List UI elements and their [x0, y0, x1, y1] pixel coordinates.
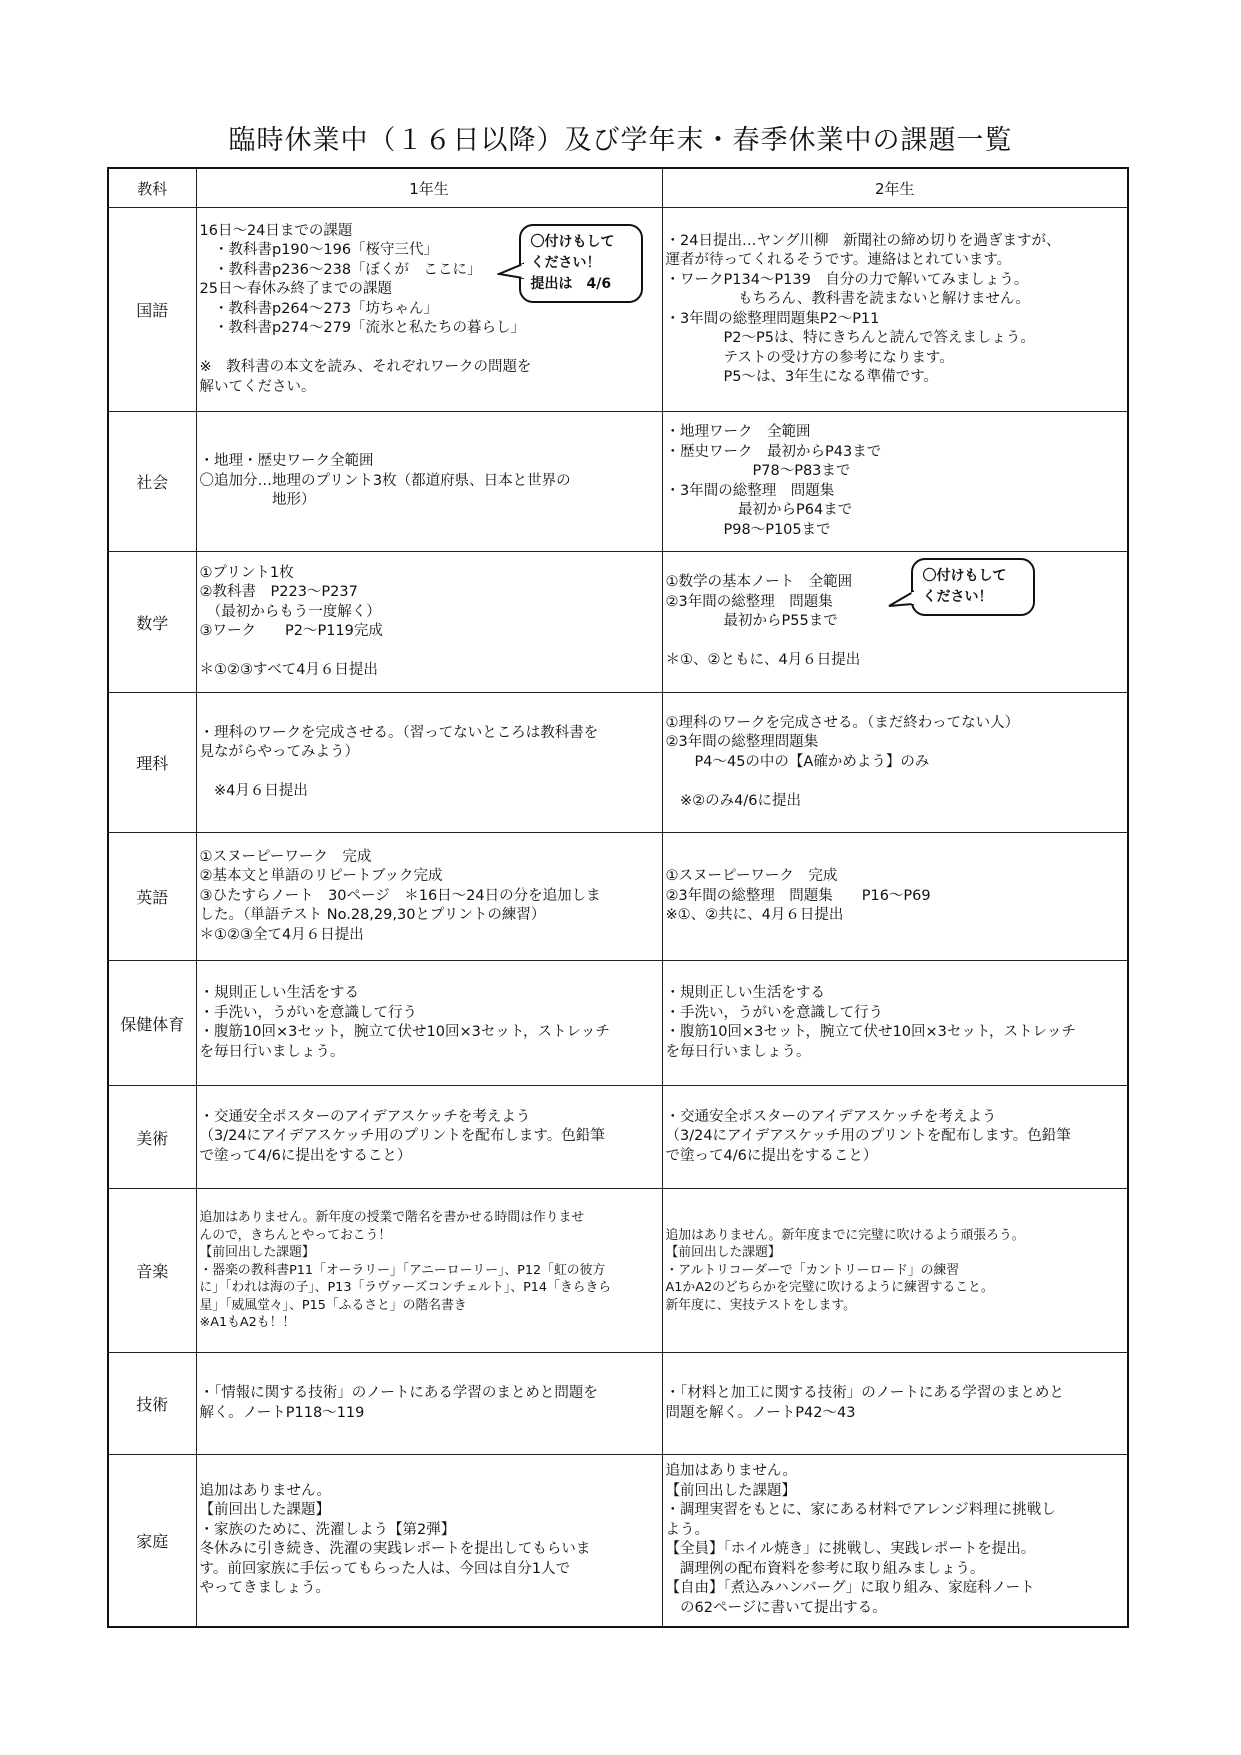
bijutsu-grade1-text: ・交通安全ポスターのアイデアスケッチを考えよう （3/24にアイデアスケッチ用のプリントを配布します。色鉛筆 で塗って4/6に提出をすること） — [199, 1108, 605, 1164]
subject-kokugo: 国語 — [108, 208, 196, 412]
header-row — [108, 168, 1128, 208]
ongaku-grade1-text: 追加はありません。新年度の授業で階名を書かせる時間は作りませ んので，きちんとやっておこう！ 【前回出した課題】 ・器楽の教科書P11「オーラリー」「アニーローリー」、P12「虹の彼方 に」「われは海の子」、P13「ラヴァーズコンチェルト」、P14「きらきら 星」「威風堂々」、P15「ふるさと」の階名書き ※A1もA2も！！ — [199, 1210, 612, 1331]
bubble-tail-icon — [497, 262, 525, 282]
bubble-tail-icon — [887, 590, 915, 612]
gijutsu-grade1 — [196, 1353, 662, 1455]
subject-rika: 理科 — [108, 693, 196, 833]
sugaku-grade2 — [662, 552, 1128, 693]
kokugo-grade1-text: 16日～24日までの課題 ・教科書p190～196「桜守三代」 ・教科書p236～238「ぼくが ここに」 25日～春休み終了までの課題 ・教科書p264～273「坊ちゃん」 ・教科書p274～279「流氷と私たちの暮らし」 ※ 教科書の本文を読み、それぞれワークの問題を 解いてください。 — [199, 222, 532, 395]
eigo-grade2 — [662, 833, 1128, 961]
subject-sugaku: 数学 — [108, 552, 196, 693]
kokugo-grade2-text: ・24日提出…ヤング川柳 新聞社の締め切りを過ぎますが、 運者が待ってくれるそうです。連絡はとれています。 ・ワークP134～P139 自分の力で解いてみましょう。 もちろん、教科書を読まないと解けません。 ・3年間の総整理問題集P2～P11 P2～P5は、特にきちんと読んで答えましょう。 テストの受け方の参考になります。 P5～は、3年生になる準備です。 — [665, 232, 1061, 385]
bijutsu-grade1 — [196, 1086, 662, 1189]
row-eigo — [108, 833, 1128, 961]
header-subject: 教科 — [108, 168, 196, 208]
shakai-grade2-text: ・地理ワーク 全範囲 ・歴史ワーク 最初からP43まで P78～P83まで ・3年間の総整理 問題集 最初からP64まで P98～P105まで — [665, 424, 882, 538]
row-shakai — [108, 412, 1128, 552]
katei-grade1 — [196, 1455, 662, 1627]
ongaku-grade2-text: 追加はありません。新年度までに完璧に吹けるよう頑張ろう。 【前回出した課題】 ・アルトリコーダーで「カントリーロード」の練習 A1かA2のどちらかを完璧に吹けるように練習すること。 新年度に、実技テストをします。 — [665, 1227, 1025, 1313]
row-bijutsu — [108, 1086, 1128, 1189]
shakai-grade2 — [662, 412, 1128, 552]
kokugo-note-bubble: 〇付けもして ください！ 提出は 4/6 — [519, 224, 643, 303]
subject-eigo: 英語 — [108, 833, 196, 961]
eigo-grade2-text: ①スヌーピーワーク 完成 ②3年間の総整理 問題集 P16～P69 ※①、②共に、4月６日提出 — [665, 868, 931, 924]
subject-shakai: 社会 — [108, 412, 196, 552]
bijutsu-grade2-text: ・交通安全ポスターのアイデアスケッチを考えよう （3/24にアイデアスケッチ用のプリントを配布します。色鉛筆 で塗って4/6に提出をすること） — [665, 1108, 1071, 1164]
gijutsu-grade2-text: ・「材料と加工に関する技術」のノートにある学習のまとめと 問題を解く。ノートP42～43 — [665, 1385, 1064, 1421]
hoken-grade1 — [196, 961, 662, 1086]
sugaku-grade1 — [196, 552, 662, 693]
katei-grade2 — [662, 1455, 1128, 1627]
rika-grade1 — [196, 693, 662, 833]
rika-grade2-text: ①理科のワークを完成させる。（まだ終わってない人） ②3年間の総整理問題集 P4～45の中の【A確かめよう】のみ ※②のみ4/6に提出 — [665, 714, 1020, 809]
shakai-grade1 — [196, 412, 662, 552]
ongaku-grade2 — [662, 1189, 1128, 1353]
bijutsu-grade2 — [662, 1086, 1128, 1189]
eigo-grade1-text: ①スヌーピーワーク 完成 ②基本文と単語のリピートブック完成 ③ひたすらノート 30ページ ＊16日～24日の分を追加しま した。（単語テスト No.28,29,30とプリントの練習） ＊①②③全て4月６日提出 — [199, 848, 601, 943]
row-hoken — [108, 961, 1128, 1086]
sugaku-note-bubble: 〇付けもして ください！ — [911, 558, 1035, 616]
ongaku-grade1 — [196, 1189, 662, 1353]
rika-grade1-text: ・理科のワークを完成させる。（習ってないところは教科書を 見ながらやってみよう） ※4月６日提出 — [199, 724, 599, 799]
gijutsu-grade2 — [662, 1353, 1128, 1455]
header-grade1: 1年生 — [196, 168, 662, 208]
sugaku-grade2-text: ①数学の基本ノート 全範囲 ②3年間の総整理 問題集 最初からP55まで ＊①、②ともに、4月６日提出 — [665, 574, 861, 669]
subject-bijutsu: 美術 — [108, 1086, 196, 1189]
row-gijutsu — [108, 1353, 1128, 1455]
eigo-grade1 — [196, 833, 662, 961]
kokugo-grade1 — [196, 208, 662, 412]
kokugo-grade2 — [662, 208, 1128, 412]
row-katei — [108, 1455, 1128, 1627]
subject-hoken: 保健体育 — [108, 961, 196, 1086]
sugaku-grade1-text: ①プリント1枚 ②教科書 P223～P237 （最初からもう一度解く） ③ワーク P2～P119完成 ＊①②③すべて4月６日提出 — [199, 564, 383, 678]
subject-katei: 家庭 — [108, 1455, 196, 1627]
subject-gijutsu: 技術 — [108, 1353, 196, 1455]
hoken-grade2 — [662, 961, 1128, 1086]
hoken-grade2-text: ・規則正しい生活をする ・手洗い，うがいを意識して行う ・腹筋10回×3セット，腕立て伏せ10回×3セット，ストレッチ を毎日行いましょう。 — [665, 985, 1076, 1060]
row-sugaku — [108, 552, 1128, 693]
header-grade2: 2年生 — [662, 168, 1128, 208]
shakai-grade1-text: ・地理・歴史ワーク全範囲 〇追加分…地理のプリント3枚（都道府県、日本と世界の 地形） — [199, 453, 571, 509]
rika-grade2 — [662, 693, 1128, 833]
row-ongaku — [108, 1189, 1128, 1353]
katei-grade2-text: 追加はありません。 【前回出した課題】 ・調理実習をもとに、家にある材料でアレンジ料理に挑戦し よう。 【全員】「ホイル焼き」に挑戦し、実践レポートを提出。 調理例の配布資料を参考に取り組みましょう。 【自由】「煮込みハンバーグ」に取り組み、家庭科ノート の62ページに書いて提出する。 — [665, 1463, 1056, 1616]
subject-ongaku: 音楽 — [108, 1189, 196, 1353]
assignment-table — [107, 167, 1129, 1628]
katei-grade1-text: 追加はありません。 【前回出した課題】 ・家族のために、洗濯しよう【第2弾】 冬休みに引き続き、洗濯の実践レポートを提出してもらいま す。前回家族に手伝ってもらった人は、今回は自分1人で やってきましょう。 — [199, 1482, 591, 1597]
hoken-grade1-text: ・規則正しい生活をする ・手洗い，うがいを意識して行う ・腹筋10回×3セット，腕立て伏せ10回×3セット，ストレッチ を毎日行いましょう。 — [199, 985, 610, 1060]
page-title: 臨時休業中（１６日以降）及び学年末・春季休業中の課題一覧 — [228, 125, 1013, 156]
row-kokugo — [108, 208, 1128, 412]
row-rika — [108, 693, 1128, 833]
gijutsu-grade1-text: ・「情報に関する技術」のノートにある学習のまとめと問題を 解く。ノートP118～119 — [199, 1385, 598, 1421]
